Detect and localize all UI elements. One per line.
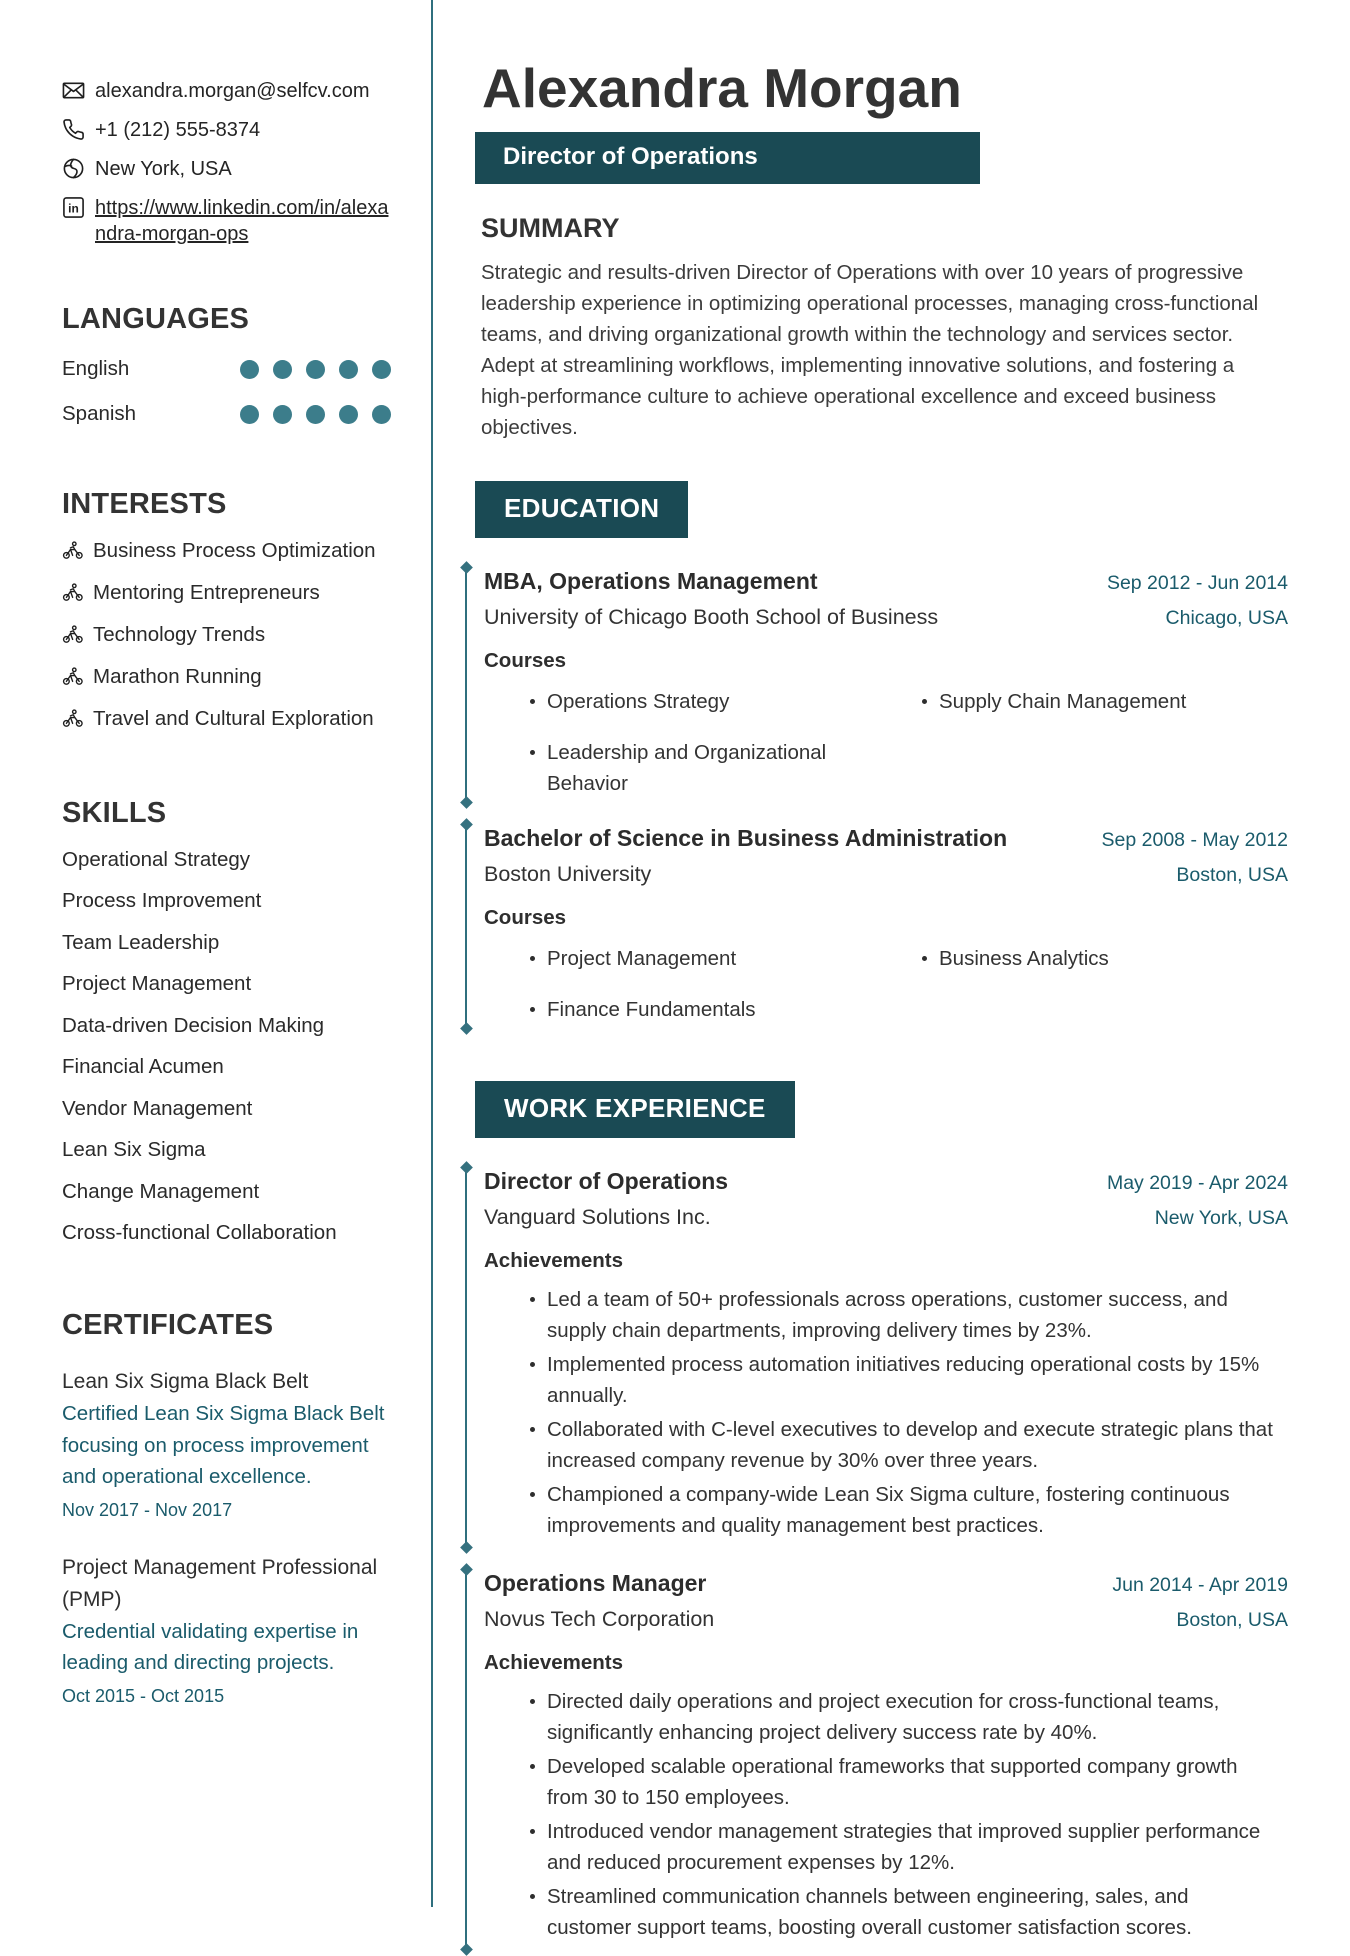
achievements-list — [528, 1686, 1278, 1943]
degree-title: MBA, Operations Management — [484, 568, 818, 594]
certificate-item — [62, 1366, 391, 1522]
contact-email-row — [62, 78, 391, 104]
language-name: English — [62, 357, 130, 380]
course-item: Supply Chain Management — [920, 686, 1288, 717]
certificate-date: Oct 2015 - Oct 2015 — [62, 1685, 225, 1706]
contact-location: New York, USA — [95, 158, 232, 180]
timeline-diamond-icon — [460, 1022, 473, 1035]
contact-phone: +1 (212) 555-8374 — [95, 119, 261, 141]
certificate-description: Credential validating expertise in leading and directing projects. — [62, 1619, 359, 1674]
interest-item — [62, 580, 391, 605]
interests-header: INTERESTS — [62, 488, 227, 520]
job-title-badge: Director of Operations — [475, 132, 980, 184]
interest-item — [62, 664, 391, 689]
interest-item — [62, 622, 391, 647]
courses-list — [528, 686, 1288, 799]
school-name: Boston University — [484, 862, 652, 886]
handset-icon — [62, 118, 85, 141]
level-dot — [240, 360, 259, 379]
achievement-item: Directed daily operations and project execution for cross-functional teams, significantly enhancing project delivery success rate by 40%. — [528, 1686, 1278, 1748]
skill-item: Financial Acumen — [62, 1055, 224, 1078]
education-location: Chicago, USA — [1165, 607, 1288, 629]
summary-header: SUMMARY — [481, 213, 620, 243]
main-column — [433, 0, 1350, 1939]
cyclist-icon — [62, 666, 84, 688]
level-dot — [372, 360, 391, 379]
language-row — [62, 402, 391, 426]
achievement-item: Led a team of 50+ professionals across operations, customer success, and supply chain departments, improving delivery times by 23%. — [528, 1284, 1278, 1346]
skill-item: Vendor Management — [62, 1096, 253, 1120]
cyclist-icon — [62, 624, 84, 646]
achievements-label: Achievements — [484, 1249, 624, 1272]
level-dot — [273, 360, 292, 379]
company-name: Novus Tech Corporation — [484, 1607, 715, 1631]
course-item: Project Management — [528, 943, 900, 974]
achievements-label: Achievements — [484, 1651, 624, 1674]
summary-text: Strategic and results-driven Director of Operations with over 10 years of progressive leadership experience in optimizing operational processes, managing cross-functional teams, and driving organizational growth within the technology and services sector. Adept at streamlining workflows, implementing innovative solutions, and fostering a high-performance culture to achieve operational excellence and exceed business objectives. — [481, 261, 1259, 439]
timeline-diamond-icon — [460, 1541, 473, 1554]
timeline-diamond-icon — [460, 1161, 473, 1174]
level-dot — [273, 405, 292, 424]
work-entry — [465, 1562, 1288, 1956]
work-location: Boston, USA — [1176, 1609, 1288, 1631]
achievement-item: Introduced vendor management strategies that improved supplier performance and reduced procurement expenses by 12%. — [528, 1816, 1278, 1878]
work-date: Jun 2014 - Apr 2019 — [1112, 1574, 1288, 1596]
level-dot — [306, 405, 325, 424]
job-role: Operations Manager — [484, 1570, 707, 1596]
education-location: Boston, USA — [1176, 864, 1288, 886]
timeline-diamond-icon — [460, 796, 473, 809]
skill-item: Process Improvement — [62, 889, 262, 912]
contact-block — [62, 78, 391, 247]
course-item: Business Analytics — [920, 943, 1288, 974]
job-role: Director of Operations — [484, 1168, 729, 1194]
work-section-banner: WORK EXPERIENCE — [475, 1081, 795, 1138]
certificate-name: Project Management Professional (PMP) — [62, 1555, 378, 1611]
linkedin-in-badge-icon — [62, 196, 85, 219]
language-level-dots — [240, 360, 391, 379]
education-date: Sep 2012 - Jun 2014 — [1106, 572, 1288, 594]
courses-list — [528, 943, 1288, 1025]
course-item: Leadership and Organizational Behavior — [528, 737, 900, 799]
timeline-diamond-icon — [460, 818, 473, 831]
work-entry — [465, 1160, 1288, 1554]
cyclist-icon — [62, 708, 84, 730]
languages-header: LANGUAGES — [62, 303, 250, 335]
achievement-item: Streamlined communication channels between engineering, sales, and customer support teams, boosting overall customer satisfaction scores. — [528, 1881, 1278, 1943]
achievements-list — [528, 1284, 1278, 1541]
skills-header: SKILLS — [62, 797, 167, 829]
language-name: Spanish — [62, 402, 137, 425]
timeline-diamond-icon — [460, 1943, 473, 1956]
interest-label: Technology Trends — [93, 623, 266, 646]
skill-item: Change Management — [62, 1179, 260, 1203]
school-name: University of Chicago Booth School of Business — [484, 605, 939, 629]
contact-location-row — [62, 156, 391, 182]
interest-label: Business Process Optimization — [93, 539, 376, 562]
skill-item: Team Leadership — [62, 930, 220, 954]
skill-item: Project Management — [62, 972, 252, 995]
courses-label: Courses — [484, 906, 567, 929]
interest-item — [62, 706, 391, 731]
timeline-diamond-icon — [460, 1563, 473, 1576]
envelope-icon — [62, 79, 85, 102]
education-section-banner: EDUCATION — [475, 481, 688, 538]
certificate-date: Nov 2017 - Nov 2017 — [62, 1499, 233, 1520]
work-date: May 2019 - Apr 2024 — [1106, 1172, 1288, 1194]
certificates-header: CERTIFICATES — [62, 1309, 274, 1341]
education-entry — [465, 560, 1288, 809]
courses-label: Courses — [484, 649, 567, 672]
achievement-item: Developed scalable operational frameworks that supported company growth from 30 to 150 employees. — [528, 1751, 1278, 1813]
language-row — [62, 357, 391, 381]
interest-label: Mentoring Entrepreneurs — [93, 581, 320, 604]
person-name: Alexandra Morgan — [482, 57, 962, 119]
course-item: Finance Fundamentals — [528, 994, 900, 1025]
skill-item: Data-driven Decision Making — [62, 1013, 325, 1037]
level-dot — [339, 360, 358, 379]
cyclist-icon — [62, 582, 84, 604]
achievement-item: Collaborated with C-level executives to develop and execute strategic plans that increased company revenue by 30% over three years. — [528, 1414, 1278, 1476]
level-dot — [339, 405, 358, 424]
achievement-item: Implemented process automation initiatives reducing operational costs by 15% annually. — [528, 1349, 1278, 1411]
contact-phone-row — [62, 117, 391, 143]
interest-label: Marathon Running — [93, 665, 262, 688]
timeline-diamond-icon — [460, 561, 473, 574]
language-level-dots — [240, 405, 391, 424]
globe-icon — [62, 157, 85, 180]
certificate-name: Lean Six Sigma Black Belt — [62, 1370, 309, 1393]
degree-title: Bachelor of Science in Business Administration — [484, 825, 1008, 851]
skill-item: Operational Strategy — [62, 847, 251, 871]
contact-email: alexandra.morgan@selfcv.com — [95, 80, 370, 102]
interest-item — [62, 538, 391, 563]
level-dot — [306, 360, 325, 379]
contact-linkedin-row — [62, 195, 391, 247]
interest-label: Travel and Cultural Exploration — [93, 707, 374, 730]
level-dot — [240, 405, 259, 424]
achievement-item: Championed a company-wide Lean Six Sigma culture, fostering continuous improvements and quality management best practices. — [528, 1479, 1278, 1541]
work-location: New York, USA — [1154, 1207, 1288, 1229]
certificate-description: Certified Lean Six Sigma Black Belt focusing on process improvement and operational excellence. — [62, 1402, 385, 1488]
sidebar — [0, 0, 433, 1907]
company-name: Vanguard Solutions Inc. — [484, 1205, 711, 1229]
skill-item: Cross-functional Collaboration — [62, 1221, 337, 1244]
course-item: Operations Strategy — [528, 686, 900, 717]
cyclist-icon — [62, 540, 84, 562]
svg-text:in: in — [68, 201, 79, 216]
level-dot — [372, 405, 391, 424]
education-entry — [465, 817, 1288, 1035]
contact-linkedin-link[interactable]: https://www.linkedin.com/in/alexandra-morgan-ops — [95, 197, 389, 245]
skill-item: Lean Six Sigma — [62, 1138, 206, 1161]
education-date: Sep 2008 - May 2012 — [1101, 829, 1288, 851]
certificate-item — [62, 1552, 391, 1708]
